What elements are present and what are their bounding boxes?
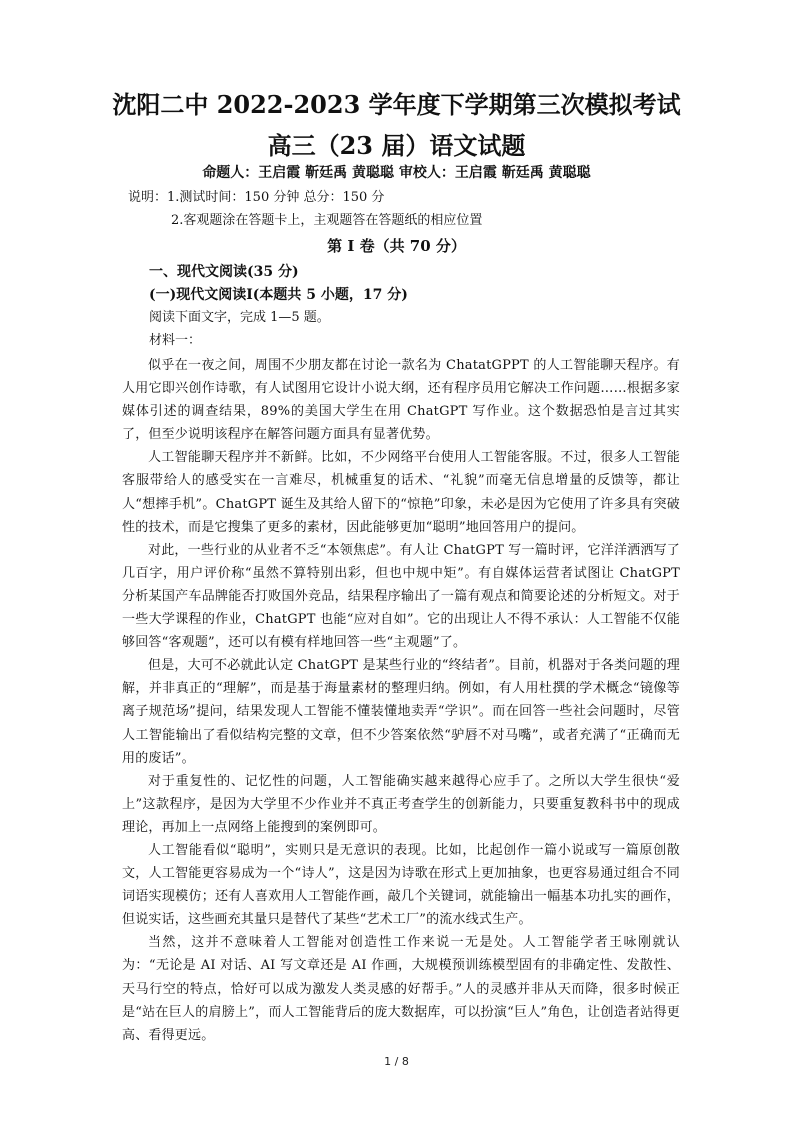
paragraph: 似乎在一夜之间，周围不少朋友都在讨论一款名为 ChatatGPPT 的人工智能聊天程序。有人用它即兴创作诗歌，有人试图用它设计小说大纲，还有程序员用它解决工作问题……根据多家媒体引述的调查结果，89%的美国大学生在用 ChatGPT 写作业。这个数据恐怕是言过其实了，但至少说明该程序在解答问题方面具有显著优势。 [122, 358, 680, 443]
exam-title: 沈阳二中 2022-2023 学年度下学期第三次模拟考试 [112, 90, 681, 119]
volume-title: 第 I 卷（共 70 分） [327, 237, 466, 255]
page-number: 1 / 8 [384, 1055, 409, 1068]
paragraph: 当然，这并不意味着人工智能对创造性工作来说一无是处。人工智能学者王咏刚就认为：“无论是 AI 对话、AI 写文章还是 AI 作画，大规模预训练模型固有的非确定性、发散性、天马行空的特点，恰好可以成为激发人类灵感的好帮手。”人的灵感并非从天而降，很多时候正是“站在巨人的肩膀上”，而人工智能背后的庞大数据库，可以扮演“巨人”角色，让创造者站得更高、看得更远。 [122, 935, 680, 1043]
exam-note-answer: 2.客观题涂在答题卡上，主观题答在答题纸的相应位置 [171, 213, 483, 228]
reading-instruction: 阅读下面文字，完成 1—5 题。 [149, 310, 330, 325]
paragraph: 但是，大可不必就此认定 ChatGPT 是某些行业的“终结者”。目前，机器对于各类问题的理解，并非真正的“理解”，而是基于海量素材的整理归纳。例如，有人用杜撰的学术概念“镜像等离子规范场”提问，结果发现人工智能不懂装懂地卖弄“学识”。而在回答一些社会问题时，尽管人工智能输出了看似结构完整的文章，但不少答案依然“驴唇不对马嘴”，或者充满了“正确而无用的废话”。 [122, 658, 680, 766]
exam-subtitle: 高三（23 届）语文试题 [267, 131, 526, 160]
paragraph: 对此，一些行业的从业者不乏“本领焦虑”。有人让 ChatGPT 写一篇时评，它洋洋洒洒写了几百字，用户评价称“虽然不算特别出彩，但也中规中矩”。有自媒体运营者试图让 ChatGPT 分析某国产车品牌能否打败国外竞品，结果程序输出了一篇有观点和简要论述的分析短文。对于一些大学课程的作业，ChatGPT 也能“应对自如”。它的出现让人不得不承认：人工智能不仅能够回答“客观题”，还可以有模有样地回答一些“主观题”了。 [122, 542, 680, 651]
section-heading: 一、现代文阅读(35 分) [149, 264, 299, 280]
paragraph: 人工智能聊天程序并不新鲜。比如，不少网络平台使用人工智能客服。不过，很多人工智能客服带给人的感受实在一言难尽，机械重复的话术、“礼貌”而毫无信息增量的反馈等，都让人“想摔手机”。ChatGPT 诞生及其给人留下的“惊艳”印象，未必是因为它使用了许多具有突破性的技术，而是它搜集了更多的素材，因此能够更加“聪明”地回答用户的提问。 [122, 450, 680, 535]
material-label: 材料一： [149, 333, 202, 348]
question-setters: 命题人：王启霞 靳廷禹 黄聪聪 审校人：王启霞 靳廷禹 黄聪聪 [202, 165, 591, 181]
paragraph: 人工智能看似“聪明”，实则只是无意识的表现。比如，比起创作一篇小说或写一篇原创散文，人工智能更容易成为一个“诗人”，这是因为诗歌在形式上更加抽象，也更容易通过组合不同词语实现模仿；还有人喜欢用人工智能作画，敲几个关键词，就能输出一幅基本功扎实的画作，但说实话，这些画充其量只是替代了某些“艺术工厂”的流水线式生产。 [122, 842, 680, 928]
exam-note-time: 说明：1.测试时间：150 分钟 总分：150 分 [128, 190, 385, 205]
paragraph: 对于重复性的、记忆性的问题，人工智能确实越来越得心应手了。之所以大学生很快“爱上”这款程序，是因为大学里不少作业并不真正考查学生的创新能力，只要重复教科书中的现成理论，再加上一点网络上能搜到的案例即可。 [122, 773, 680, 835]
section-subheading: (一)现代文阅读Ⅰ(本题共 5 小题，17 分) [149, 287, 408, 303]
article-body [122, 354, 680, 1047]
